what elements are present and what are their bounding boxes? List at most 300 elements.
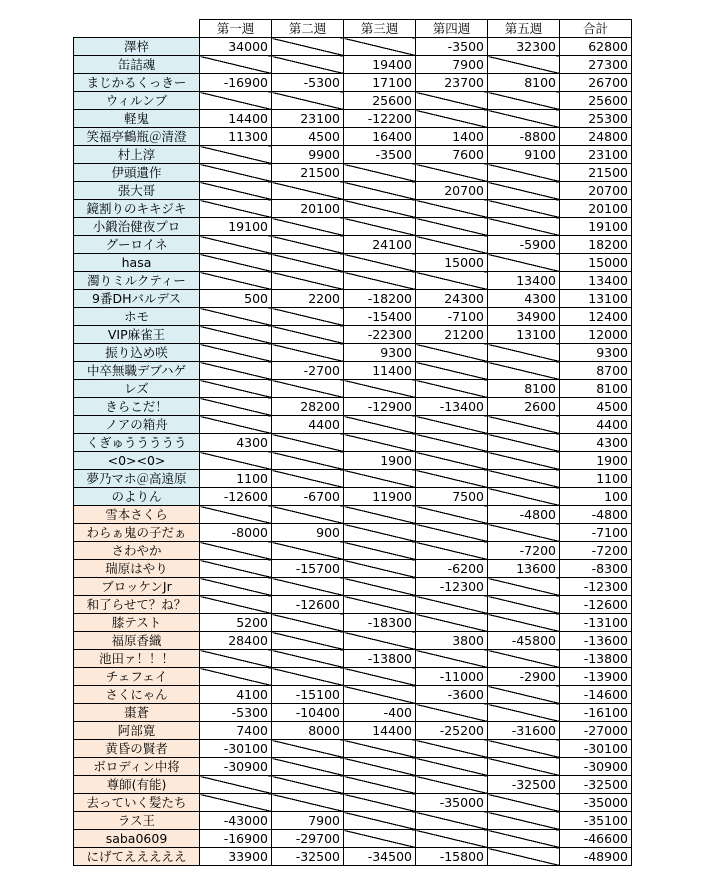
week-2-cell: -5300	[272, 74, 344, 92]
week-2-cell	[272, 758, 344, 776]
total-cell: 4300	[560, 434, 632, 452]
table-row	[74, 236, 632, 254]
week-2-cell: 23100	[272, 110, 344, 128]
week-2-cell: 28200	[272, 398, 344, 416]
total-cell: 12000	[560, 326, 632, 344]
week-1-cell: 4100	[200, 686, 272, 704]
week-5-cell: -32500	[488, 776, 560, 794]
week-3-cell: -3500	[344, 146, 416, 164]
total-cell: 19100	[560, 218, 632, 236]
week-4-cell	[416, 380, 488, 398]
table-row	[74, 578, 632, 596]
week-2-cell: -15700	[272, 560, 344, 578]
week-4-cell	[416, 110, 488, 128]
week-4-cell: 1400	[416, 128, 488, 146]
week-1-cell	[200, 254, 272, 272]
week-5-cell	[488, 344, 560, 362]
player-name-cell: 張大哥	[74, 182, 200, 200]
total-cell: 13100	[560, 290, 632, 308]
table-row	[74, 398, 632, 416]
week-3-cell: 11400	[344, 362, 416, 380]
table-row	[74, 146, 632, 164]
week-3-cell: -34500	[344, 848, 416, 866]
week-1-cell	[200, 182, 272, 200]
week-2-cell: -6700	[272, 488, 344, 506]
week-4-cell: 7900	[416, 56, 488, 74]
player-name-cell: 棗蒼	[74, 704, 200, 722]
week-3-cell	[344, 560, 416, 578]
table-row	[74, 542, 632, 560]
week-5-cell: -4800	[488, 506, 560, 524]
week-4-cell	[416, 200, 488, 218]
week-4-cell	[416, 704, 488, 722]
week-5-cell	[488, 182, 560, 200]
week-1-cell	[200, 560, 272, 578]
week-1-cell: 500	[200, 290, 272, 308]
week-4-cell	[416, 218, 488, 236]
player-name-cell: 黄昏の賢者	[74, 740, 200, 758]
player-name-cell: 去っていく髪たち	[74, 794, 200, 812]
total-cell: 62800	[560, 38, 632, 56]
week-1-cell: 34000	[200, 38, 272, 56]
total-cell: 1900	[560, 452, 632, 470]
week-1-cell	[200, 362, 272, 380]
week-5-cell: 2600	[488, 398, 560, 416]
table-row	[74, 200, 632, 218]
total-cell: -35000	[560, 794, 632, 812]
week-2-cell: 7900	[272, 812, 344, 830]
player-name-cell: 缶詰魂	[74, 56, 200, 74]
week-1-cell: 5200	[200, 614, 272, 632]
total-cell: 8700	[560, 362, 632, 380]
table-row	[74, 596, 632, 614]
player-name-cell: きらこだ！	[74, 398, 200, 416]
week-5-cell: 13400	[488, 272, 560, 290]
week-3-cell	[344, 506, 416, 524]
table-row	[74, 632, 632, 650]
player-name-cell: 澤梓	[74, 38, 200, 56]
week-3-cell	[344, 470, 416, 488]
week-4-cell: -7100	[416, 308, 488, 326]
week-2-cell	[272, 452, 344, 470]
table-row	[74, 164, 632, 182]
week-5-cell: 34900	[488, 308, 560, 326]
week-5-cell	[488, 740, 560, 758]
total-cell: 26700	[560, 74, 632, 92]
total-cell: 25300	[560, 110, 632, 128]
total-cell: -12600	[560, 596, 632, 614]
total-cell: 9300	[560, 344, 632, 362]
week-5-cell	[488, 524, 560, 542]
week-2-cell: -32500	[272, 848, 344, 866]
player-name-cell: 膝テスト	[74, 614, 200, 632]
total-cell: 20100	[560, 200, 632, 218]
week-4-cell	[416, 758, 488, 776]
week-1-cell	[200, 164, 272, 182]
total-cell: -35100	[560, 812, 632, 830]
week-4-cell: 20700	[416, 182, 488, 200]
header-week-4: 第四週	[416, 20, 488, 38]
total-cell: -30900	[560, 758, 632, 776]
player-name-cell: さわやか	[74, 542, 200, 560]
week-5-cell	[488, 596, 560, 614]
player-name-cell: 9番DHバルデス	[74, 290, 200, 308]
week-1-cell	[200, 596, 272, 614]
total-cell: -7200	[560, 542, 632, 560]
week-1-cell: -30100	[200, 740, 272, 758]
total-cell: -13100	[560, 614, 632, 632]
week-5-cell: 4300	[488, 290, 560, 308]
week-1-cell: -5300	[200, 704, 272, 722]
week-2-cell	[272, 56, 344, 74]
week-3-cell	[344, 380, 416, 398]
player-name-cell: くぎゅううううう	[74, 434, 200, 452]
total-cell: 21500	[560, 164, 632, 182]
week-2-cell	[272, 614, 344, 632]
player-name-cell: 福原香織	[74, 632, 200, 650]
week-3-cell: -18200	[344, 290, 416, 308]
week-4-cell	[416, 812, 488, 830]
week-2-cell: 2200	[272, 290, 344, 308]
week-4-cell	[416, 524, 488, 542]
week-3-cell	[344, 524, 416, 542]
week-2-cell: 21500	[272, 164, 344, 182]
week-5-cell: -7200	[488, 542, 560, 560]
player-name-cell: わらぁ鬼の子だぁ	[74, 524, 200, 542]
week-2-cell	[272, 650, 344, 668]
table-row	[74, 524, 632, 542]
week-3-cell	[344, 434, 416, 452]
week-3-cell	[344, 218, 416, 236]
week-2-cell	[272, 38, 344, 56]
player-name-cell: 池田ァ！！！	[74, 650, 200, 668]
week-1-cell: 4300	[200, 434, 272, 452]
week-4-cell	[416, 650, 488, 668]
week-1-cell	[200, 506, 272, 524]
player-name-cell: ボロディン中将	[74, 758, 200, 776]
week-5-cell	[488, 848, 560, 866]
week-2-cell	[272, 740, 344, 758]
week-1-cell	[200, 236, 272, 254]
week-1-cell	[200, 416, 272, 434]
week-4-cell: -15800	[416, 848, 488, 866]
week-3-cell: 25600	[344, 92, 416, 110]
week-5-cell	[488, 452, 560, 470]
week-5-cell	[488, 200, 560, 218]
total-cell: 8100	[560, 380, 632, 398]
week-3-cell	[344, 668, 416, 686]
week-3-cell	[344, 596, 416, 614]
week-4-cell: 23700	[416, 74, 488, 92]
week-5-cell: 13600	[488, 560, 560, 578]
table-row	[74, 182, 632, 200]
week-2-cell	[272, 236, 344, 254]
header-total: 合計	[560, 20, 632, 38]
week-1-cell	[200, 380, 272, 398]
week-1-cell: 33900	[200, 848, 272, 866]
week-2-cell: -2700	[272, 362, 344, 380]
total-cell: 4500	[560, 398, 632, 416]
week-3-cell	[344, 164, 416, 182]
week-5-cell	[488, 56, 560, 74]
total-cell: 12400	[560, 308, 632, 326]
total-cell: 27300	[560, 56, 632, 74]
total-cell: 13400	[560, 272, 632, 290]
total-cell: -13800	[560, 650, 632, 668]
table-row	[74, 614, 632, 632]
week-1-cell	[200, 272, 272, 290]
week-3-cell: 1900	[344, 452, 416, 470]
player-name-cell: ホモ	[74, 308, 200, 326]
total-cell: -4800	[560, 506, 632, 524]
total-cell: 15000	[560, 254, 632, 272]
corner-cell	[74, 20, 200, 38]
player-name-cell: 軽鬼	[74, 110, 200, 128]
table-row	[74, 722, 632, 740]
week-2-cell: 900	[272, 524, 344, 542]
table-row	[74, 326, 632, 344]
table-row	[74, 290, 632, 308]
week-4-cell	[416, 542, 488, 560]
week-1-cell	[200, 542, 272, 560]
week-5-cell: 8100	[488, 74, 560, 92]
week-4-cell: -11000	[416, 668, 488, 686]
week-2-cell	[272, 578, 344, 596]
player-name-cell: ラス王	[74, 812, 200, 830]
player-name-cell: ブロッケンJr	[74, 578, 200, 596]
table-row	[74, 254, 632, 272]
table-row	[74, 416, 632, 434]
week-4-cell: -35000	[416, 794, 488, 812]
table-row	[74, 344, 632, 362]
week-4-cell	[416, 830, 488, 848]
week-4-cell	[416, 434, 488, 452]
week-1-cell	[200, 92, 272, 110]
week-1-cell: 28400	[200, 632, 272, 650]
week-5-cell: -8800	[488, 128, 560, 146]
total-cell: 100	[560, 488, 632, 506]
week-2-cell	[272, 218, 344, 236]
player-name-cell: まじかるくっきー	[74, 74, 200, 92]
player-name-cell: 雪本さくら	[74, 506, 200, 524]
week-4-cell: -25200	[416, 722, 488, 740]
week-4-cell	[416, 470, 488, 488]
table-row	[74, 650, 632, 668]
week-1-cell: 1100	[200, 470, 272, 488]
player-name-cell: のよりん	[74, 488, 200, 506]
week-5-cell	[488, 362, 560, 380]
week-1-cell	[200, 578, 272, 596]
player-name-cell: レズ	[74, 380, 200, 398]
header-week-2: 第二週	[272, 20, 344, 38]
week-4-cell: 24300	[416, 290, 488, 308]
table-row	[74, 776, 632, 794]
player-name-cell: 中卒無職デブハゲ	[74, 362, 200, 380]
player-name-cell: VIP麻雀王	[74, 326, 200, 344]
week-3-cell	[344, 776, 416, 794]
total-cell: 23100	[560, 146, 632, 164]
week-3-cell	[344, 254, 416, 272]
player-name-cell: 尊師(有能)	[74, 776, 200, 794]
week-1-cell	[200, 146, 272, 164]
week-2-cell: 9900	[272, 146, 344, 164]
week-3-cell	[344, 182, 416, 200]
table-row	[74, 38, 632, 56]
total-cell: -8300	[560, 560, 632, 578]
week-1-cell: 11300	[200, 128, 272, 146]
week-1-cell	[200, 794, 272, 812]
week-1-cell	[200, 452, 272, 470]
week-3-cell: 16400	[344, 128, 416, 146]
week-4-cell	[416, 236, 488, 254]
week-5-cell	[488, 578, 560, 596]
week-2-cell	[272, 92, 344, 110]
week-4-cell	[416, 416, 488, 434]
week-5-cell	[488, 254, 560, 272]
week-2-cell	[272, 326, 344, 344]
table-row	[74, 758, 632, 776]
week-5-cell	[488, 812, 560, 830]
total-cell: -13600	[560, 632, 632, 650]
week-4-cell: -3600	[416, 686, 488, 704]
table-row	[74, 830, 632, 848]
week-1-cell	[200, 398, 272, 416]
week-1-cell	[200, 200, 272, 218]
week-5-cell: -2900	[488, 668, 560, 686]
week-2-cell	[272, 434, 344, 452]
week-3-cell: -400	[344, 704, 416, 722]
week-4-cell	[416, 452, 488, 470]
week-5-cell	[488, 110, 560, 128]
table-row	[74, 740, 632, 758]
week-1-cell: -12600	[200, 488, 272, 506]
week-5-cell	[488, 614, 560, 632]
player-name-cell: にげてえええええ	[74, 848, 200, 866]
table-row	[74, 452, 632, 470]
week-1-cell	[200, 308, 272, 326]
week-5-cell	[488, 92, 560, 110]
player-name-cell: 笑福亭鶴瓶＠清澄	[74, 128, 200, 146]
week-5-cell	[488, 758, 560, 776]
week-5-cell	[488, 488, 560, 506]
player-name-cell: 夢乃マホ＠高遠原	[74, 470, 200, 488]
week-4-cell	[416, 596, 488, 614]
total-cell: 25600	[560, 92, 632, 110]
week-5-cell: -31600	[488, 722, 560, 740]
week-4-cell: 7600	[416, 146, 488, 164]
header-week-1: 第一週	[200, 20, 272, 38]
week-1-cell: -8000	[200, 524, 272, 542]
week-1-cell	[200, 326, 272, 344]
table-row	[74, 218, 632, 236]
week-4-cell	[416, 776, 488, 794]
week-4-cell	[416, 164, 488, 182]
table-row	[74, 362, 632, 380]
week-1-cell: 14400	[200, 110, 272, 128]
week-3-cell: 9300	[344, 344, 416, 362]
week-4-cell: -6200	[416, 560, 488, 578]
player-name-cell: 村上淳	[74, 146, 200, 164]
week-3-cell: 11900	[344, 488, 416, 506]
week-3-cell: -15400	[344, 308, 416, 326]
table-row	[74, 470, 632, 488]
player-name-cell: 和了らせて？ね？	[74, 596, 200, 614]
week-5-cell	[488, 416, 560, 434]
week-3-cell: -12200	[344, 110, 416, 128]
week-3-cell: 19400	[344, 56, 416, 74]
week-4-cell	[416, 740, 488, 758]
week-2-cell	[272, 542, 344, 560]
week-5-cell	[488, 470, 560, 488]
total-cell: -7100	[560, 524, 632, 542]
player-name-cell: <0><0>	[74, 452, 200, 470]
header-week-5: 第五週	[488, 20, 560, 38]
week-4-cell	[416, 344, 488, 362]
week-5-cell	[488, 434, 560, 452]
player-name-cell: 阿部寛	[74, 722, 200, 740]
week-2-cell	[272, 776, 344, 794]
week-3-cell	[344, 632, 416, 650]
player-name-cell: さくにゃん	[74, 686, 200, 704]
player-name-cell: 瑞原はやり	[74, 560, 200, 578]
week-3-cell: 24100	[344, 236, 416, 254]
table-row	[74, 110, 632, 128]
week-2-cell: 8000	[272, 722, 344, 740]
header-row	[74, 20, 632, 38]
week-3-cell	[344, 38, 416, 56]
score-table	[73, 19, 632, 866]
week-2-cell	[272, 344, 344, 362]
week-2-cell: 4500	[272, 128, 344, 146]
table-row	[74, 506, 632, 524]
week-3-cell	[344, 830, 416, 848]
player-name-cell: ノアの箱舟	[74, 416, 200, 434]
week-5-cell: 9100	[488, 146, 560, 164]
week-3-cell: 14400	[344, 722, 416, 740]
week-1-cell: 19100	[200, 218, 272, 236]
week-2-cell	[272, 794, 344, 812]
week-3-cell: 17100	[344, 74, 416, 92]
week-5-cell	[488, 704, 560, 722]
player-name-cell: 振り込め咲	[74, 344, 200, 362]
table-row	[74, 128, 632, 146]
player-name-cell: 伊頭遺作	[74, 164, 200, 182]
table-row	[74, 686, 632, 704]
table-row	[74, 812, 632, 830]
table-row	[74, 848, 632, 866]
week-4-cell	[416, 506, 488, 524]
week-2-cell	[272, 254, 344, 272]
total-cell: 4400	[560, 416, 632, 434]
week-5-cell	[488, 830, 560, 848]
table-row	[74, 56, 632, 74]
week-5-cell	[488, 218, 560, 236]
week-2-cell	[272, 308, 344, 326]
player-name-cell: グーロイネ	[74, 236, 200, 254]
week-3-cell	[344, 812, 416, 830]
week-5-cell	[488, 794, 560, 812]
total-cell: -48900	[560, 848, 632, 866]
week-2-cell: 20100	[272, 200, 344, 218]
total-cell: 20700	[560, 182, 632, 200]
player-name-cell: 小鍛治健夜プロ	[74, 218, 200, 236]
week-2-cell	[272, 632, 344, 650]
table-row	[74, 488, 632, 506]
week-1-cell: -43000	[200, 812, 272, 830]
table-body	[74, 38, 632, 866]
week-1-cell: -16900	[200, 830, 272, 848]
week-2-cell: -10400	[272, 704, 344, 722]
